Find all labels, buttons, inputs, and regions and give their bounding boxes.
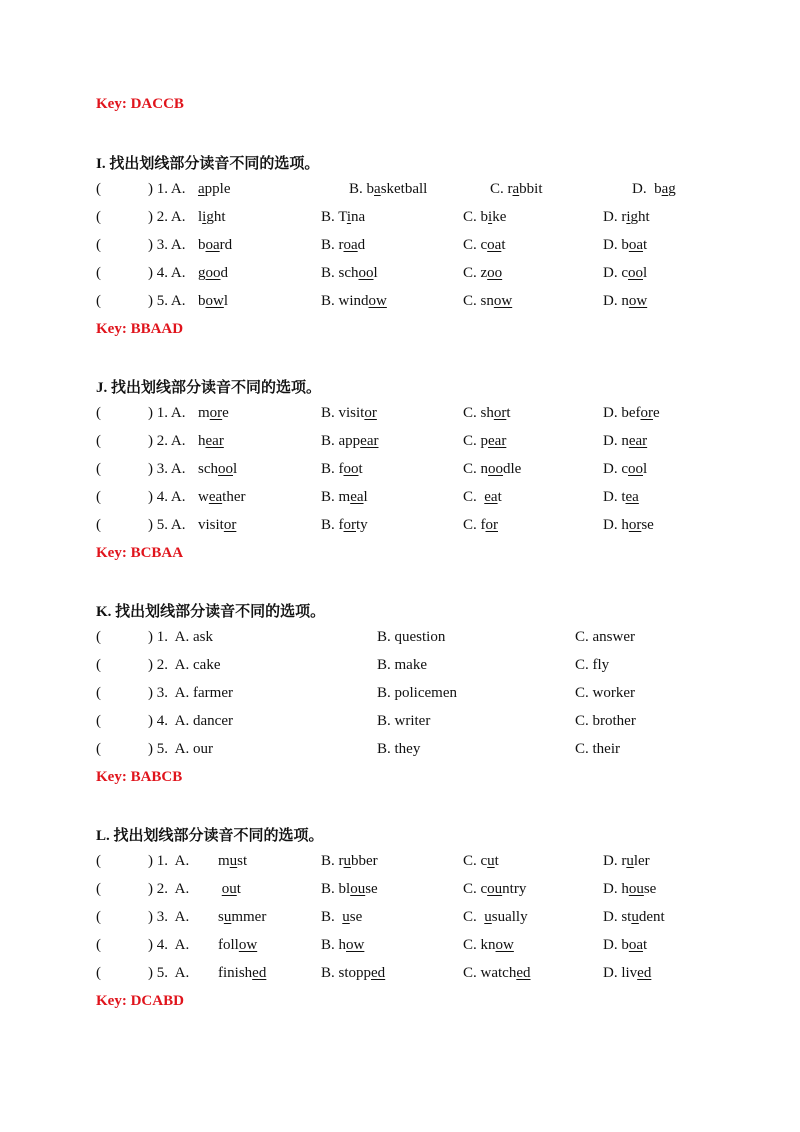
underlined-letters: a [198, 181, 205, 197]
question-row [0, 181, 800, 201]
option-a: board [198, 237, 233, 253]
answer-bracket: ( [96, 685, 101, 701]
answer-bracket: ( [96, 713, 101, 729]
underlined-letters: ea [350, 489, 364, 505]
option-b: B. they [377, 741, 421, 757]
underlined-letters: ear [488, 433, 507, 449]
underlined-letters: u [223, 909, 232, 925]
underlined-letters: ed [371, 965, 386, 981]
option-b: B. forty [321, 517, 368, 533]
question-row [0, 293, 800, 313]
underlined-letters: ou [487, 881, 503, 897]
question-number: ) 3. A. farmer [148, 685, 233, 701]
answer-key-top: Key: DACCB [96, 96, 184, 112]
answer-bracket: ( [96, 517, 101, 533]
question-number: ) 1. A. [148, 853, 190, 869]
option-d: D. boat [603, 237, 648, 253]
question-row [0, 853, 800, 873]
option-b: B. rubber [321, 853, 378, 869]
option-d: D. cool [603, 265, 648, 281]
answer-bracket: ( [96, 629, 101, 645]
option-a: weather [198, 489, 246, 505]
question-row [0, 489, 800, 509]
underlined-letters: ow [368, 293, 387, 309]
underlined-letters: u [343, 853, 351, 869]
question-number: ) 3. A. [148, 237, 186, 253]
answer-key: Key: DCABD [96, 993, 184, 1009]
option-b: B. how [321, 937, 365, 953]
option-d: D. near [603, 433, 648, 449]
option-c: C. eat [463, 489, 502, 505]
question-number: ) 3. A. [148, 461, 186, 477]
answer-bracket: ( [96, 209, 101, 225]
answer-bracket: ( [96, 881, 101, 897]
underlined-letters: ea [484, 489, 498, 505]
option-c: C. noodle [463, 461, 522, 477]
option-b: B. visitor [321, 405, 377, 421]
option-c: C. for [463, 517, 498, 533]
underlined-letters: ou [350, 881, 366, 897]
option-b: B. question [377, 629, 446, 645]
underlined-letters: ear [205, 433, 224, 449]
option-b: B. meal [321, 489, 368, 505]
underlined-letters: oo [628, 461, 643, 477]
underlined-letters: ed [252, 965, 267, 981]
answer-bracket: ( [96, 181, 101, 197]
answer-bracket: ( [96, 461, 101, 477]
underlined-letters: or [343, 517, 356, 533]
question-number: ) 5. A. [148, 517, 186, 533]
option-c: C. zoo [463, 265, 503, 281]
underlined-letters: ow [238, 937, 258, 953]
section-heading: J. 找出划线部分读音不同的选项。 [96, 380, 322, 396]
option-d: D. right [603, 209, 650, 225]
option-a: more [198, 405, 229, 421]
question-number: ) 2. A. [148, 209, 186, 225]
option-c: C. their [575, 741, 620, 757]
underlined-letters: ow [205, 293, 224, 309]
answer-bracket: ( [96, 965, 101, 981]
option-c: C. country [463, 881, 527, 897]
underlined-letters: ou [628, 881, 644, 897]
underlined-letters: ow [495, 937, 514, 953]
option-d: D. horse [603, 517, 654, 533]
option-a: finished [218, 965, 267, 981]
underlined-letters: a [661, 181, 669, 197]
option-a: visitor [198, 517, 237, 533]
question-row [0, 629, 800, 649]
question-row [0, 517, 800, 537]
underlined-letters: oa [343, 237, 358, 253]
option-c: C. short [463, 405, 511, 421]
question-number: ) 1. A. ask [148, 629, 213, 645]
underlined-letters: or [640, 405, 653, 421]
option-c: C. answer [575, 629, 635, 645]
option-c: C. know [463, 937, 514, 953]
question-number: ) 5. A. [148, 293, 186, 309]
underlined-letters: i [626, 209, 631, 225]
option-a: apple [198, 181, 231, 197]
underlined-letters: oo [628, 265, 643, 281]
option-d: D. ruler [603, 853, 650, 869]
underlined-letters: oo [488, 461, 504, 477]
underlined-letters: oo [487, 265, 503, 281]
option-b: B. stopped [321, 965, 386, 981]
answer-bracket: ( [96, 657, 101, 673]
option-b: B. Tina [321, 209, 366, 225]
option-b: B. foot [321, 461, 363, 477]
answer-bracket: ( [96, 265, 101, 281]
option-c: C. snow [463, 293, 513, 309]
underlined-letters: oa [205, 237, 220, 253]
underlined-letters: u [631, 909, 639, 925]
section-heading: I. 找出划线部分读音不同的选项。 [96, 156, 320, 172]
underlined-letters: ou [221, 881, 237, 897]
option-b: B. road [321, 237, 366, 253]
answer-key: Key: BABCB [96, 769, 183, 785]
answer-bracket: ( [96, 433, 101, 449]
question-number: ) 1. A. [148, 405, 186, 421]
option-b: B. writer [377, 713, 431, 729]
question-number: ) 1. A. [148, 181, 186, 197]
underlined-letters: u [487, 853, 495, 869]
option-d: D. cool [603, 461, 648, 477]
underlined-letters: ea [625, 489, 639, 505]
question-number: ) 3. A. [148, 909, 190, 925]
answer-bracket: ( [96, 741, 101, 757]
question-row [0, 881, 800, 901]
underlined-letters: i [202, 209, 207, 225]
question-number: ) 4. A. dancer [148, 713, 233, 729]
underlined-letters: ed [516, 965, 531, 981]
option-b: B. school [321, 265, 378, 281]
question-number: ) 4. A. [148, 489, 186, 505]
section-heading: K. 找出划线部分读音不同的选项。 [96, 604, 326, 620]
option-a: light [198, 209, 226, 225]
option-a: school [198, 461, 238, 477]
option-a: out [221, 881, 241, 897]
answer-key: Key: BCBAA [96, 545, 184, 561]
option-d: D. tea [603, 489, 639, 505]
option-a: must [218, 853, 248, 869]
question-row [0, 713, 800, 733]
underlined-letters: u [626, 853, 634, 869]
option-b: B. window [321, 293, 387, 309]
underlined-letters: or [485, 517, 498, 533]
question-row [0, 237, 800, 257]
answer-bracket: ( [96, 405, 101, 421]
option-d: D. bag [632, 181, 676, 197]
option-c: C. cut [463, 853, 499, 869]
underlined-letters: or [209, 405, 223, 421]
option-c: C. watched [463, 965, 531, 981]
question-row [0, 741, 800, 761]
underlined-letters: a [512, 181, 520, 197]
underlined-letters: ed [637, 965, 652, 981]
underlined-letters: or [364, 405, 377, 421]
underlined-letters: or [223, 517, 237, 533]
underlined-letters: i [346, 209, 352, 225]
underlined-letters: ear [360, 433, 379, 449]
underlined-letters: oo [205, 265, 221, 281]
option-d: D. boat [603, 937, 648, 953]
question-row [0, 685, 800, 705]
underlined-letters: i [488, 209, 493, 225]
question-number: ) 5. A. [148, 965, 190, 981]
underlined-letters: oa [628, 937, 644, 953]
option-c: C. rabbit [490, 181, 543, 197]
option-c: C. coat [463, 237, 506, 253]
option-d: D. before [603, 405, 660, 421]
answer-key: Key: BBAAD [96, 321, 184, 337]
underlined-letters: ow [628, 293, 648, 309]
option-a: good [198, 265, 228, 281]
answer-bracket: ( [96, 853, 101, 869]
question-row [0, 461, 800, 481]
underlined-letters: ea [208, 489, 223, 505]
option-b: B. policemen [377, 685, 457, 701]
answer-bracket: ( [96, 489, 101, 505]
option-c: C. fly [575, 657, 610, 673]
question-number: ) 2. A. cake [148, 657, 221, 673]
underlined-letters: oo [218, 461, 233, 477]
underlined-letters: ow [346, 937, 365, 953]
option-b: B. make [377, 657, 427, 673]
option-c: C. worker [575, 685, 635, 701]
option-c: C. usually [463, 909, 528, 925]
question-number: ) 4. A. [148, 265, 186, 281]
underlined-letters: u [342, 909, 350, 925]
section-heading: L. 找出划线部分读音不同的选项。 [96, 828, 324, 844]
question-row [0, 937, 800, 957]
question-row [0, 965, 800, 985]
option-a: summer [218, 909, 267, 925]
answer-bracket: ( [96, 909, 101, 925]
question-row [0, 909, 800, 929]
underlined-letters: ear [628, 433, 648, 449]
answer-bracket: ( [96, 237, 101, 253]
option-d: D. lived [603, 965, 652, 981]
option-d: D. student [603, 909, 665, 925]
option-c: C. pear [463, 433, 507, 449]
question-row [0, 265, 800, 285]
question-row [0, 209, 800, 229]
question-row [0, 657, 800, 677]
underlined-letters: oo [343, 461, 359, 477]
answer-bracket: ( [96, 293, 101, 309]
underlined-letters: a [374, 181, 381, 197]
answer-bracket: ( [96, 937, 101, 953]
option-c: C. bike [463, 209, 507, 225]
underlined-letters: u [229, 853, 238, 869]
question-number: ) 4. A. [148, 937, 190, 953]
option-a: bowl [198, 293, 229, 309]
option-c: C. brother [575, 713, 636, 729]
underlined-letters: or [493, 405, 507, 421]
question-number: ) 5. A. our [148, 741, 213, 757]
underlined-letters: ow [493, 293, 513, 309]
underlined-letters: oa [628, 237, 644, 253]
question-number: ) 2. A. [148, 433, 186, 449]
underlined-letters: u [484, 909, 492, 925]
option-b: B. use [321, 909, 363, 925]
underlined-letters: oa [487, 237, 502, 253]
underlined-letters: or [628, 517, 642, 533]
option-d: D. now [603, 293, 648, 309]
option-b: B. blouse [321, 881, 378, 897]
question-row [0, 405, 800, 425]
option-d: D. house [603, 881, 657, 897]
option-a: follow [218, 937, 258, 953]
underlined-letters: oo [358, 265, 374, 281]
option-b: B. appear [321, 433, 379, 449]
question-number: ) 2. A. [148, 881, 190, 897]
option-b: B. basketball [349, 181, 428, 197]
question-row [0, 433, 800, 453]
option-a: hear [198, 433, 224, 449]
